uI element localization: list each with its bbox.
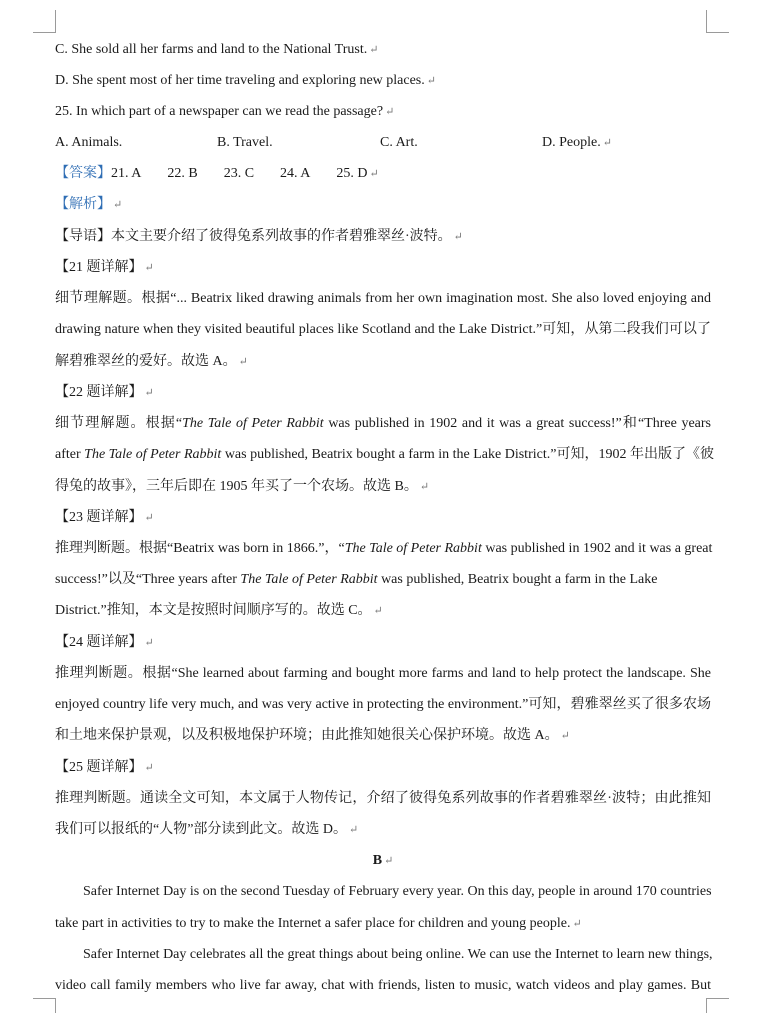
crop-mark-top-right [706, 10, 729, 33]
q21-heading: 【21 题详解】 ↵ [55, 260, 154, 275]
option-a: A. Animals. [55, 135, 123, 150]
q25-line-1: 推理判断题。通读全文可知，本文属于人物传记，介绍了彼得兔系列故事的作者碧雅翠丝·波特；由此推知 [55, 791, 711, 806]
analysis-label: 【解析】 ↵ [55, 197, 123, 212]
q22-line-3: 得兔的故事》，三年后即在 1905 年买了一个农场。故选 B。 ↵ [55, 479, 430, 494]
answer-label: 【答案】 [55, 166, 111, 181]
intro-line: 【导语】本文主要介绍了彼得兔系列故事的作者碧雅翠丝·波特。 ↵ [55, 229, 463, 244]
q24-line-1: 推理判断题。根据“She learned about farming and bought more farms and land to help protect the landscape. She [55, 666, 711, 681]
q22-heading: 【22 题详解】 ↵ [55, 385, 154, 400]
option-c-line: C. She sold all her farms and land to the National Trust. ↵ [55, 42, 379, 57]
section-b-heading: B ↵ [372, 853, 394, 868]
answer-line: 【答案】21. A 22. B 23. C 24. A 25. D ↵ [55, 164, 711, 184]
option-d: D. People. ↵ [542, 135, 612, 150]
q25-heading: 【25 题详解】 ↵ [55, 760, 154, 775]
passage-b-p2-line-1: Safer Internet Day celebrates all the great things about being online. We can use the Internet to learn new things, [83, 947, 713, 962]
q24-line-3: 和土地来保护景观，以及积极地保护环境；由此推知她很关心保护环境。故选 A。 ↵ [55, 728, 570, 743]
q25-line-2: 我们可以报纸的“人物”部分读到此文。故选 D。 ↵ [55, 822, 359, 837]
option-c: C. Art. [380, 135, 418, 150]
q23-line-3: District.”推知，本文是按照时间顺序写的。故选 C。 ↵ [55, 603, 383, 618]
q24-heading: 【24 题详解】 ↵ [55, 635, 154, 650]
q21-line-3: 解碧雅翠丝的爱好。故选 A。 ↵ [55, 354, 248, 369]
q24-line-2: enjoyed country life very much, and was very active in protecting the environment.”可知，碧雅翠丝买了很多农场 [55, 697, 711, 712]
crop-mark-bottom-left [33, 998, 56, 1013]
q22-line-2: after The Tale of Peter Rabbit was published, Beatrix bought a farm in the Lake District.”可知，1902 年出版了《彼 [55, 447, 714, 462]
q21-line-1: 细节理解题。根据“... Beatrix liked drawing animals from her own imagination most. She also loved enjoying and [55, 291, 711, 306]
passage-b-p1-line-1: Safer Internet Day is on the second Tuesday of February every year. On this day, people in around 170 countries [83, 884, 712, 899]
crop-mark-top-left [33, 10, 56, 33]
q23-heading: 【23 题详解】 ↵ [55, 510, 154, 525]
option-b: B. Travel. [217, 135, 273, 150]
q23-line-2: success!”以及“Three years after The Tale of Peter Rabbit was published, Beatrix bought a farm in the Lake [55, 572, 658, 587]
question-25: 25. In which part of a newspaper can we read the passage? ↵ [55, 104, 395, 119]
q21-line-2: drawing nature when they visited beautiful places like Scotland and the Lake District.”可知，从第二段我们可以了 [55, 322, 711, 337]
q22-line-1: 细节理解题。根据“The Tale of Peter Rabbit was published in 1902 and it was a great success!”和“Three years [55, 416, 711, 431]
passage-b-p2-line-2: video call family members who live far away, chat with friends, listen to music, watch videos and play games. But [55, 978, 711, 993]
q23-line-1: 推理判断题。根据“Beatrix was born in 1866.”，“The Tale of Peter Rabbit was published in 1902 and it was a great [55, 541, 713, 556]
option-d-line: D. She spent most of her time traveling and exploring new places. ↵ [55, 73, 436, 88]
crop-mark-bottom-right [706, 998, 729, 1013]
passage-b-p1-line-2: take part in activities to try to make the Internet a safer place for children and young people. ↵ [55, 916, 582, 931]
